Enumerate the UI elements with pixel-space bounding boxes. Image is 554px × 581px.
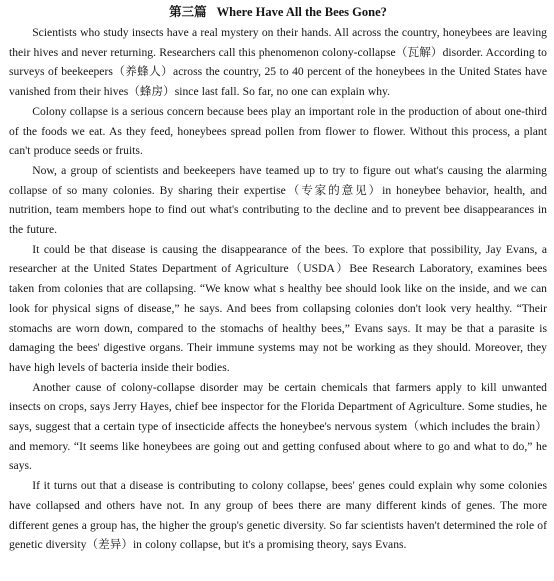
- paragraph-1: Scientists who study insects have a real mystery on their hands. All across the country, honeybees are leaving their hives and never returning. Researchers call this phenomenon colony-collapse（瓦解）disorder. According to surveys of beekeepers（养蜂人）across the country, 25 to 40 percent of the honeybees in the United States have vanished from their hives（蜂房）since last fall. So far, no one can explain why.: [9, 26, 547, 99]
- paragraph-4: It could be that disease is causing the disappearance of the bees. To explore that possibility, Jay Evans, a researcher at the United States Department of Agriculture（USDA）Bee Research Laboratory, examines bees taken from colonies that are collapsing. “We know what s healthy bee should look like on the inside, and we can look for physical signs of disease,” he says. And bees from collapsing colonies don't look very healthy. “Their stomachs are worn down, compared to the stomachs of healthy bees,” Evans says. It may be that a parasite is damaging the bees' digestive organs. Their immune systems may not be working as they should. Moreover, they have high levels of bacteria inside their bodies.: [9, 242, 547, 374]
- paragraph-2: Colony collapse is a serious concern because bees play an important role in the production of about one-third of the foods we eat. As they feed, honeybees spread pollen from flower to flower. Without this process, a plant can't produce seeds or fruits.: [9, 104, 547, 158]
- article-title: [9, 4, 547, 22]
- article-title-text: Where Have All the Bees Gone?: [216, 5, 387, 19]
- article-number: 第三篇: [169, 5, 207, 19]
- paragraph-5: Another cause of colony-collapse disorder may be certain chemicals that farmers apply to kill unwanted insects on crops, says Jerry Hayes, chief bee inspector for the Florida Department of Agriculture. Some studies, he says, suggest that a certain type of insecticide affects the honeybee's nervous system（which includes the brain）and memory. “It seems like honeybees are going out and getting confused about where to go and what to do,” he says.: [9, 380, 547, 473]
- paragraph-3: Now, a group of scientists and beekeepers have teamed up to try to figure out what's causing the alarming collapse of so many colonies. By sharing their expertise（专家的意见）in honeybee behavior, health, and nutrition, team members hope to find out what's contributing to the decline and to prevent bee disappearances in the future.: [9, 163, 547, 237]
- paragraph-6: If it turns out that a disease is contributing to colony collapse, bees' genes could explain why some colonies have collapsed and others have not. In any group of bees there are many different kinds of genes. The more different genes a group has, the higher the group's genetic diversity. So far scientists haven't determined the role of genetic diversity（差异）in colony collapse, but it's a promising theory, says Evans.: [9, 479, 547, 552]
